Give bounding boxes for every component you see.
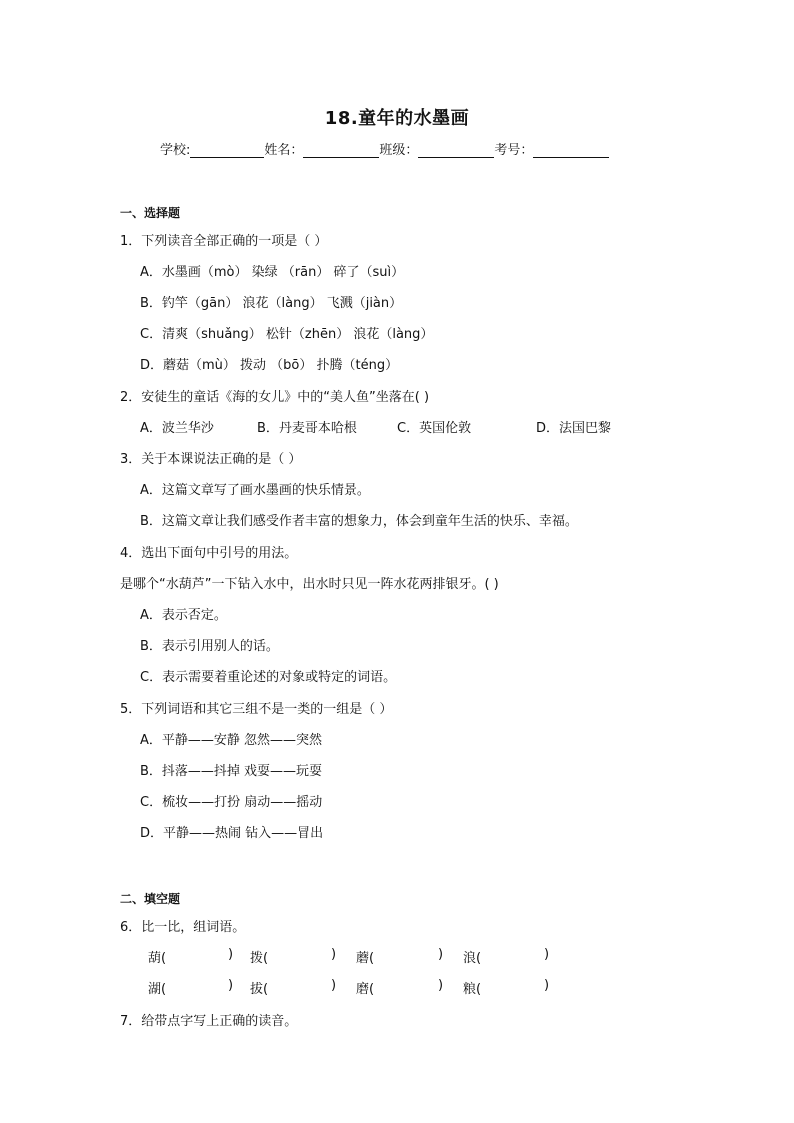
class-label: 班级： <box>379 143 419 158</box>
question-2-stem: 2．安徒生的童话《海的女儿》中的“美人鱼”坐落在( ) <box>120 390 430 405</box>
question-7-stem: 7．给带点字写上正确的读音。 <box>120 1014 298 1029</box>
q6-r2-close-4: ) <box>544 978 550 993</box>
question-5-stem: 5．下列词语和其它三组不是一类的一组是（ ） <box>120 702 393 717</box>
question-1-stem: 1．下列读音全部正确的一项是（ ） <box>120 234 328 249</box>
q6-r2-char-1: 湖( <box>148 982 167 997</box>
q6-r2-close-3: ) <box>438 978 444 993</box>
question-5-option-c: C．梳妆——打扮 扇动——摇动 <box>140 795 323 810</box>
question-4-stem: 4．选出下面句中引号的用法。 <box>120 546 298 561</box>
question-4-option-c: C．表示需要着重论述的对象或特定的词语。 <box>140 670 397 685</box>
question-3-stem: 3．关于本课说法正确的是（ ） <box>120 452 302 467</box>
q6-r2-char-2: 拔( <box>250 982 269 997</box>
school-label: 学校: <box>160 143 191 158</box>
q6-r1-char-4: 浪( <box>463 951 482 966</box>
question-5-option-a: A．平静——安静 忽然——突然 <box>140 733 323 748</box>
question-5-option-b: B．抖落——抖掉 戏耍——玩耍 <box>140 764 323 779</box>
section-title-choice: 一、选择题 <box>120 206 181 220</box>
student-info-line <box>160 139 609 158</box>
question-2-option-d: D．法国巴黎 <box>536 421 612 436</box>
question-1-option-b: B．钓竿（gān） 浪花（làng） 飞溅（jiàn） <box>140 296 403 311</box>
number-blank[interactable] <box>533 143 609 158</box>
number-label: 考号： <box>494 143 534 158</box>
class-blank[interactable] <box>418 143 494 158</box>
question-4-option-b: B．表示引用别人的话。 <box>140 639 279 654</box>
question-2-option-b: B．丹麦哥本哈根 <box>257 421 357 436</box>
q6-r2-close-1: ) <box>228 978 234 993</box>
q6-r1-close-4: ) <box>544 947 550 962</box>
question-1-option-a: A．水墨画（mò） 染绿 （rān） 碎了（suì） <box>140 265 405 280</box>
q6-r1-close-1: ) <box>228 947 234 962</box>
q6-r1-char-3: 蘑( <box>356 951 375 966</box>
q6-r2-close-2: ) <box>331 978 337 993</box>
question-2-option-a: A．波兰华沙 <box>140 421 214 436</box>
school-blank[interactable] <box>190 143 264 158</box>
section-title-fill: 二、填空题 <box>120 892 181 906</box>
q6-r1-char-1: 葫( <box>148 951 167 966</box>
question-6-stem: 6．比一比，组词语。 <box>120 920 246 935</box>
question-3-option-a: A．这篇文章写了画水墨画的快乐情景。 <box>140 483 370 498</box>
question-2-option-c: C．英国伦敦 <box>397 421 472 436</box>
name-label: 姓名： <box>264 143 304 158</box>
q6-r2-char-4: 粮( <box>463 982 482 997</box>
q6-r1-close-3: ) <box>438 947 444 962</box>
page-title: 18.童年的水墨画 <box>324 108 470 129</box>
question-3-option-b: B．这篇文章让我们感受作者丰富的想象力，体会到童年生活的快乐、幸福。 <box>140 514 578 529</box>
question-1-option-d: D．蘑菇（mù） 拨动 （bō） 扑腾（téng） <box>140 358 399 373</box>
q6-r1-char-2: 拨( <box>250 951 269 966</box>
q6-r1-close-2: ) <box>331 947 337 962</box>
question-4-option-a: A．表示否定。 <box>140 608 227 623</box>
name-blank[interactable] <box>303 143 379 158</box>
question-1-option-c: C．清爽（shuǎng） 松针（zhēn） 浪花（làng） <box>140 327 434 342</box>
question-5-option-d: D．平静——热闹 钻入——冒出 <box>140 826 324 841</box>
question-4-sentence: 是哪个“水葫芦”一下钻入水中，出水时只见一阵水花两排银牙。( ) <box>120 577 499 592</box>
q6-r2-char-3: 磨( <box>356 982 375 997</box>
